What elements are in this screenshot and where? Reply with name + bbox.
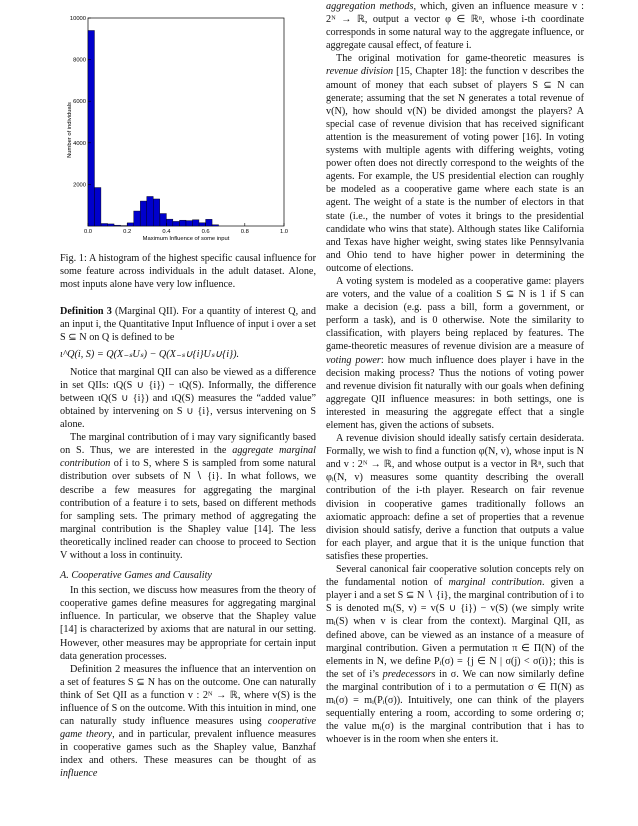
x-tick-label-3: 0.6: [201, 229, 210, 235]
text-run: The marginal contribution of i may vary significantly based on S. Thus, we are interested in the: [60, 432, 316, 457]
text-run: The original motivation for game-theoretic measures is: [336, 53, 584, 65]
paragraph-aggregation-methods: [326, 0, 584, 52]
emphasis-text: aggregation methods: [326, 1, 414, 12]
histogram-bar-2: [101, 224, 107, 227]
text-run: of i to S, where S is sampled from some natural distribution over subsets of N ∖ {i}. In what follows, we describe a few measures for aggregating the marginal contribution of a feature i to sets, based on different methods for sampling sets. The primary method of aggregating the marginal contribution is the Shapley value [14]. The less theoretically inclined reader can choose to proceed to Section V without a loss in continuity.: [60, 458, 316, 561]
histogram-bar-17: [199, 223, 205, 226]
histogram-bar-14: [180, 220, 186, 226]
text-run: . given a player i and a set S ⊆ N ∖ {i}, the marginal contribution of i to S is denoted mᵢ(S, v) = v(S ∪ {i}) − v(S) (we simply write mᵢ(S) when v is clear from the context). Marginal QII, as defined above, can be viewed as an instance of a measure of marginal contribution. Given a permutation π ∈ Π(N) of the elements in N, we define Pᵢ(σ) = {j ∈ N | σ(j) < σ(i)}; this is the set of i’s: [326, 577, 584, 680]
emphasis-text: voting power: [326, 354, 381, 366]
histogram-chart: [60, 0, 316, 246]
definition-title: (Marginal QII).: [114, 306, 179, 318]
histogram-bar-8: [140, 201, 146, 226]
paragraph-marginal-contribution: [326, 563, 584, 746]
section-heading: A. Cooperative Games and Causality: [60, 570, 212, 582]
y-axis-label: Number of individuals: [67, 102, 73, 158]
histogram-bar-6: [127, 223, 133, 226]
histogram-bar-10: [153, 199, 159, 226]
text-run: , which, given an influence measure v : 2ᴺ → ℝ, output a vector φ ∈ ℝⁿ, whose i-th coordinate corresponds in some natural way to the aggregate influence, or aggregate causal effect, of feature i.: [326, 1, 584, 52]
histogram-bar-19: [212, 225, 218, 226]
text-run: , and in particular, prevalent influence measures in cooperative games such as the Shapley value, Banzhaf index and others. These measures can be thought of as: [60, 729, 316, 767]
x-tick-label-0: 0.0: [83, 229, 93, 235]
marginal-qii-formula: ι^Q(i, S) = Q(X₋ₛUₛ) − Q(X₋ₛ∪{i}Uₛ∪{i}).: [60, 348, 240, 360]
paragraph-cooperative-games: In this section, we discuss how measures from the theory of cooperative games define measures for aggregating marginal influence. In particular, we observe that the Shapley value [14] is characterized by axioms that are natural in our setting. However, other measures may be appropriate for certain input data generation processes.: [60, 585, 316, 662]
definition-text: For a quantity of interest Q, and an input i, the Quantitative Input Influence of input i over a set S ⊆ N on Q is defined to be: [60, 306, 316, 344]
histogram-bar-5: [121, 226, 127, 227]
paragraph-definition-2: [60, 663, 316, 781]
text-run: A voting system is modeled as a cooperative game: players are voters, and the value of a coalition S ⊆ N is 1 if S can make a decision (e.g. pass a bill, form a government, or perform a task), and is 0 otherwise. Note the similarity to classification, with players being replaced by features. The game-theoretic measures of revenue division are a measure of: [326, 275, 584, 353]
histogram-bar-1: [94, 188, 100, 226]
text-run: : how much influence does player i have in the decision making process? Thus the notions of voting power and revenue division fit naturally with our goals when defining aggregate QII influence measures: in both settings, one is interested in measuring the aggregate effect that a single element has, given the actions of subsets.: [326, 354, 585, 431]
y-tick-label-0: 2000: [73, 182, 86, 189]
paragraph-voting-system: [326, 275, 584, 432]
text-run: Definition 2 measures the influence that an intervention on a set of features S ⊆ N has on the outcome. One can naturally think of Set QII as a function v : 2ᴺ → ℝ, where v(S) is the influence of S on the outcome. With this intuition in mind, one can naturally study influence measures using: [60, 663, 316, 728]
emphasis-text: influence: [60, 768, 98, 780]
emphasis-text: revenue division: [326, 66, 394, 78]
left-column: [60, 0, 316, 781]
histogram-bar-4: [114, 225, 120, 226]
emphasis-text: marginal contribution: [448, 577, 542, 589]
paragraph-set-qii-difference: Notice that marginal QII can also be viewed as a difference in set QIIs: ιQ(S ∪ {i}) − ιQ(S). Informally, the difference between ιQ(S ∪ {i}) and ιQ(S) measures the “added value” obtained by intervening on S ∪ {i}, versus intervening on S alone.: [60, 366, 316, 431]
emphasis-text: cooperative game theory: [60, 716, 316, 741]
x-tick-label-2: 0.4: [162, 229, 171, 235]
text-run: Several canonical fair cooperative solution concepts rely on the fundamental notion of: [326, 564, 584, 589]
plot-frame: [88, 18, 284, 226]
histogram-bar-18: [206, 219, 212, 226]
y-tick-label-4: 10000: [69, 16, 86, 22]
figure-caption: Fig. 1: A histogram of the highest specific causal influence for some feature across individuals in the adult dataset. Alone, most inputs alone have very low influence.: [60, 253, 316, 291]
emphasis-text: predecessors: [382, 668, 436, 680]
right-column: [326, 0, 584, 746]
paragraph-aggregate-marginal: [60, 431, 316, 562]
definition-label: Definition 3: [60, 306, 112, 318]
histogram-bar-13: [173, 221, 179, 226]
histogram-bar-12: [166, 219, 172, 226]
paragraph-desiderata: A revenue division should ideally satisfy certain desiderata. Formally, we wish to find a function φ(N, v), whose input is N and v : 2ᴺ → ℝ, and whose output is a vector in ℝⁿ, such that φᵢ(N, v) measures some quantity describing the overall contribution of the i-th player. Research on fair revenue division in cooperative games traditionally follows an axiomatic approach: define a set of properties that a revenue division should satisfy, derive a function that outputs a value for each player, and argue that it is the unique function that satisfies these properties.: [326, 433, 584, 562]
figure-1: [60, 0, 316, 246]
histogram-bar-7: [134, 211, 140, 226]
emphasis-text: aggregate marginal contribution: [60, 445, 316, 470]
definition-3: [60, 305, 316, 344]
x-tick-label-1: 0.2: [123, 229, 132, 235]
y-tick-label-3: 8000: [73, 57, 86, 64]
text-run: in σ. We can now similarly define the marginal contribution of i to a permutation σ ∈ Π(N) as mᵢ(σ) = mᵢ(Pᵢ(σ)). Intuitively, one can think of the players sequentially entering a room, according to some ordering σ; the value mᵢ(σ) is the marginal contribution that i has to whoever is in the room when she enters it.: [326, 668, 585, 746]
paragraph-revenue-division: [326, 52, 584, 275]
histogram-bar-3: [108, 224, 114, 226]
histogram-bar-16: [192, 220, 198, 226]
histogram-bar-11: [160, 214, 166, 226]
y-tick-label-1: 4000: [73, 140, 86, 147]
histogram-bar-9: [147, 196, 153, 226]
text-run: [15, Chapter 18]: the function v describes the amount of money that each subset of players S ⊆ N can generate; assuming that the set N generates a total revenue of v(N), how should v(N) be divided amongst the players? A special case of revenue division that has received significant attention is the measurement of voting power [16]. In voting systems with multiple agents with differing weights, voting power often does not directly correspond to the weights of the agents. For example, the US presidential election can roughly be modeled as a cooperative game where each state is an agent. The weight of a state is the number of electors in that state (i.e., the number of votes it brings to the presidential candidate who wins that state). Although states like California and Texas have higher weight, swing states like Pennsylvania and Ohio tend to have higher power in determining the outcome of elections.: [326, 66, 584, 274]
x-tick-label-5: 1.0: [279, 229, 289, 235]
histogram-bar-15: [186, 221, 192, 226]
x-axis-label: Maximum Influence of some input: [142, 236, 230, 242]
y-tick-label-2: 6000: [73, 99, 86, 106]
x-tick-label-4: 0.8: [240, 229, 249, 235]
